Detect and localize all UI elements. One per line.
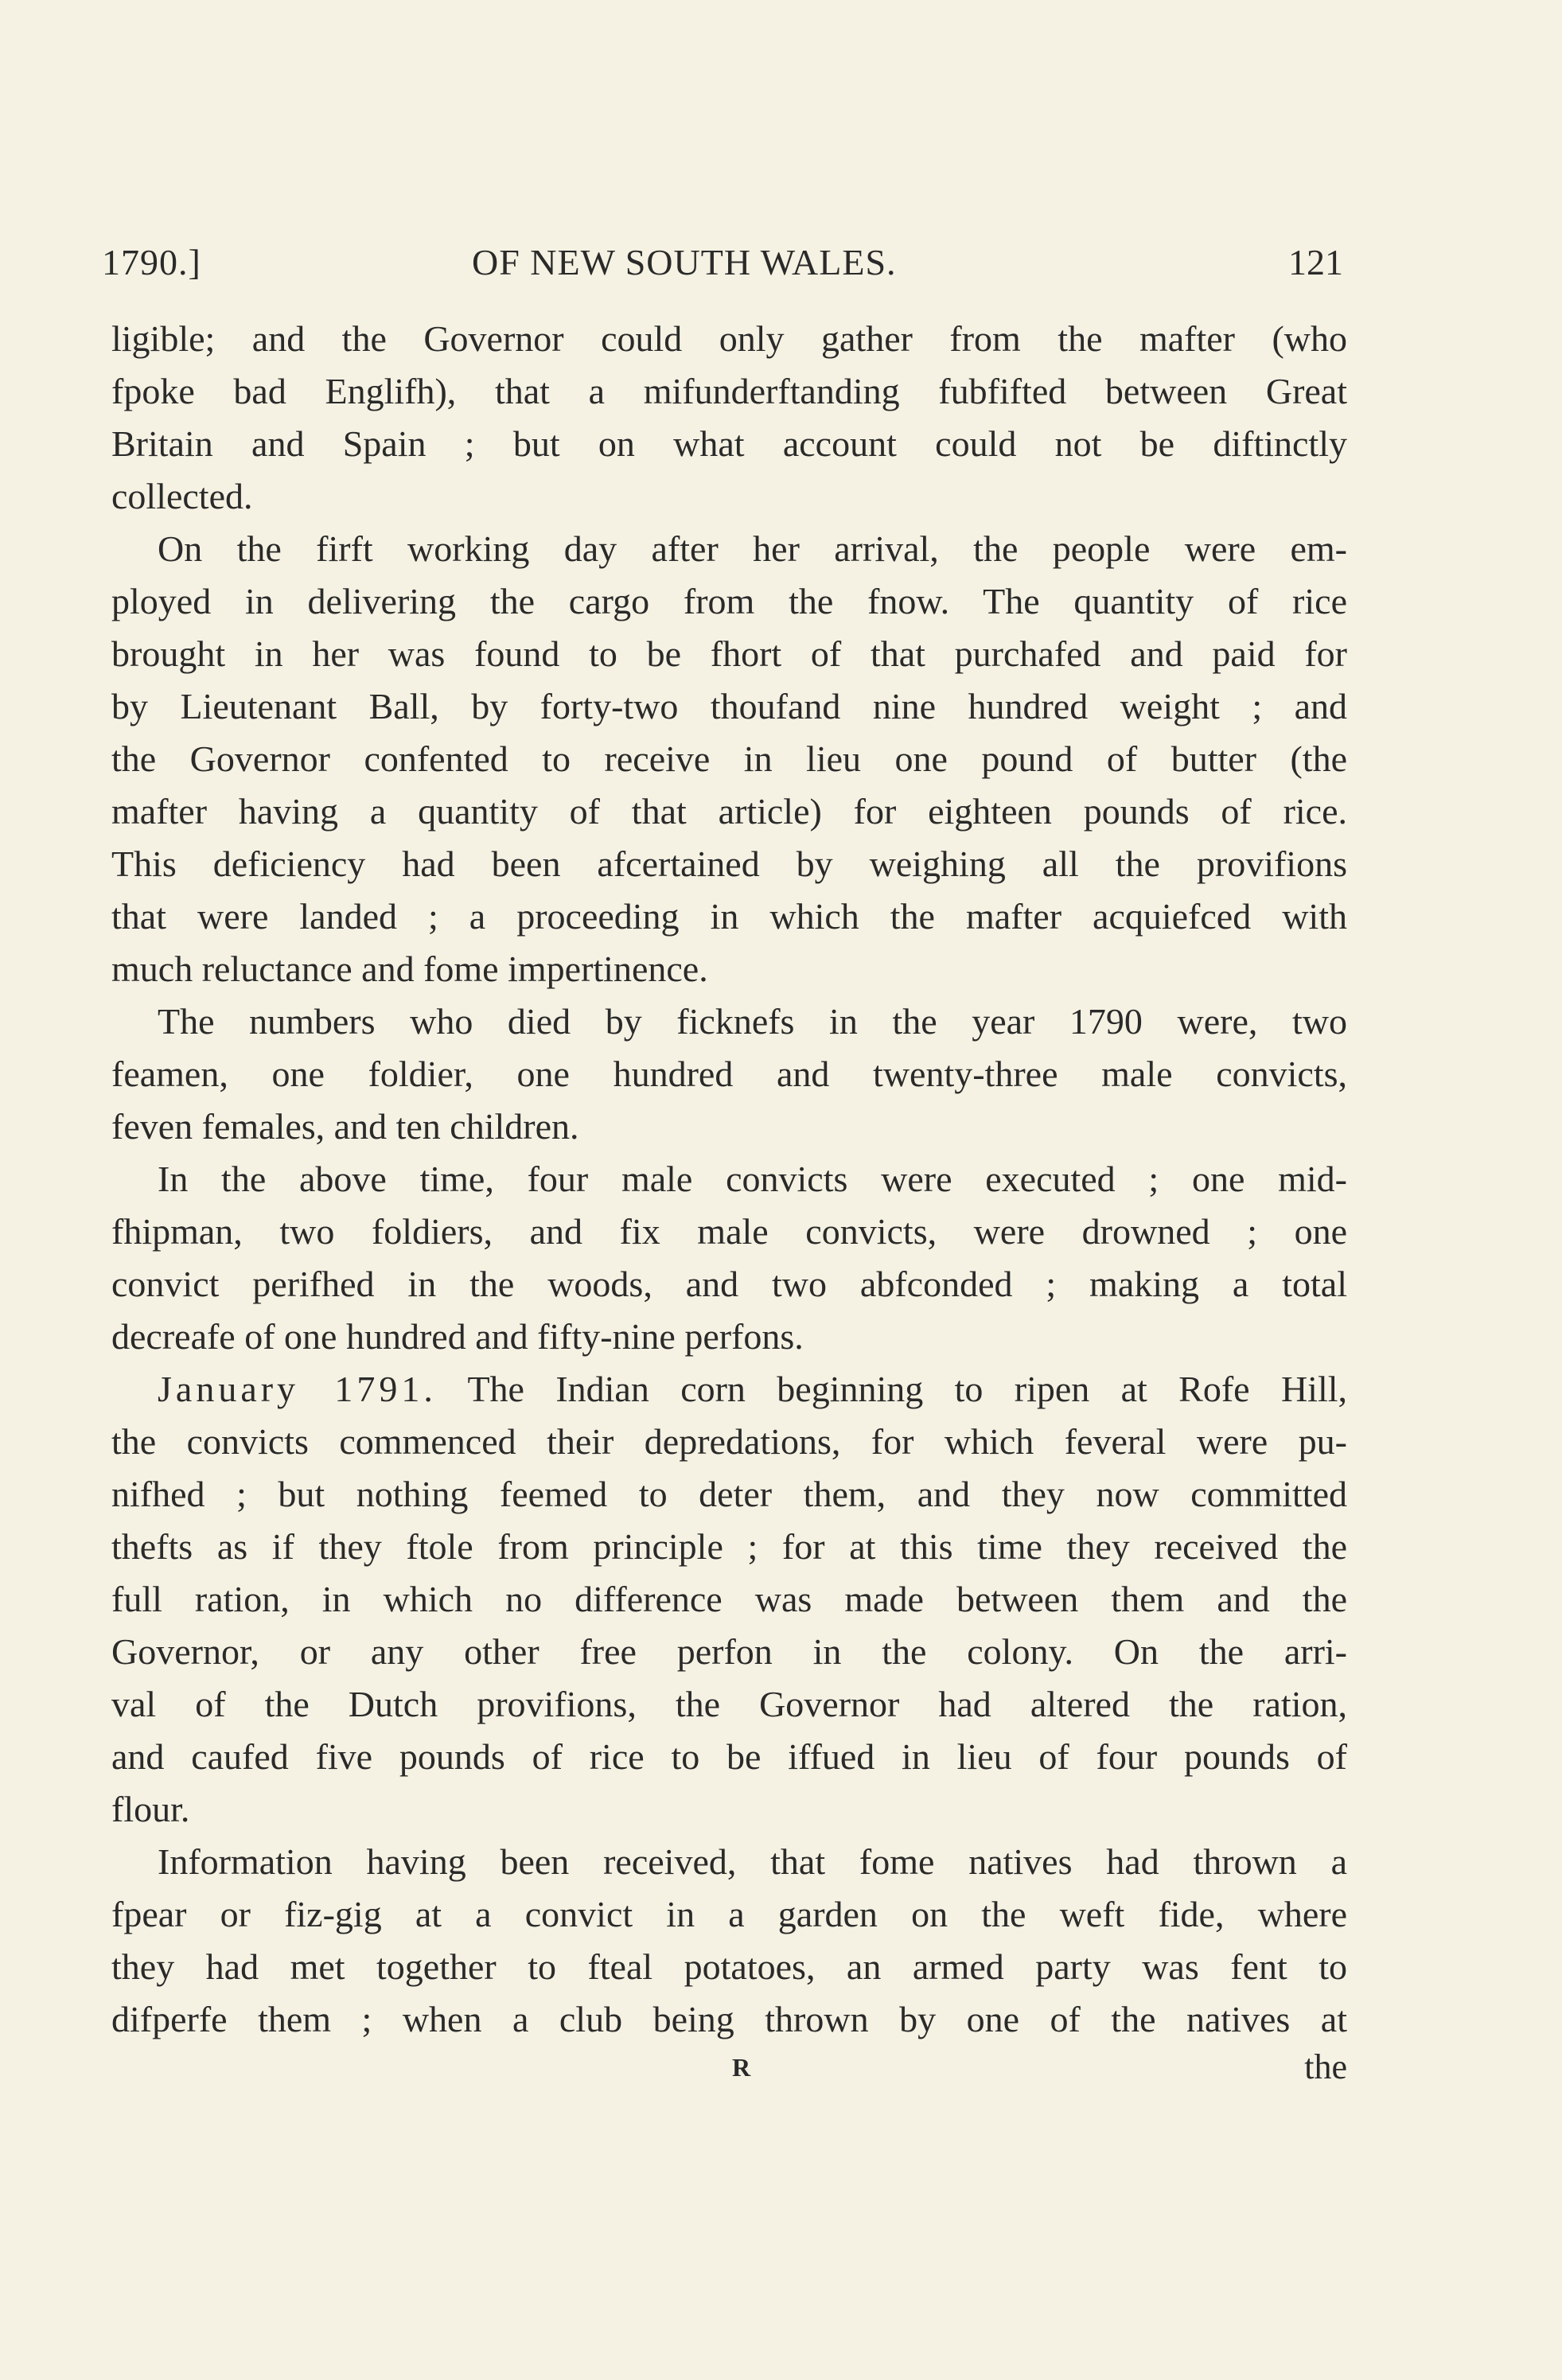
catchword: the bbox=[1304, 2047, 1347, 2086]
body-text bbox=[111, 313, 1347, 2046]
text-line: On the firft working day after her arrival, the people were em- bbox=[158, 528, 1347, 569]
text-line: flour. bbox=[111, 1789, 190, 1829]
text-line: difperfe them ; when a club being thrown by one of the natives at bbox=[111, 1999, 1347, 2039]
paragraph bbox=[111, 313, 1347, 523]
text-line: by Lieutenant Ball, by forty-two thoufand nine hundred weight ; and bbox=[111, 686, 1347, 726]
page-header bbox=[102, 239, 1343, 286]
text-line: much reluctance and fome impertinence. bbox=[111, 948, 708, 989]
paragraph bbox=[111, 1153, 1347, 1363]
text-line: that were landed ; a proceeding in which the mafter acquiefced with bbox=[111, 896, 1347, 937]
text-line: In the above time, four male convicts were executed ; one mid- bbox=[158, 1159, 1347, 1199]
text-line: nifhed ; but nothing feemed to deter them, and they now committed bbox=[111, 1474, 1347, 1514]
paragraph bbox=[111, 995, 1347, 1153]
text-line: collected. bbox=[111, 476, 253, 516]
text-line: Information having been received, that fome natives had thrown a bbox=[158, 1841, 1347, 1882]
text-fragment: The Indian corn beginning to ripen at Rofe Hill, bbox=[467, 1369, 1347, 1409]
text-line: full ration, in which no difference was made between them and the bbox=[111, 1579, 1347, 1619]
text-line: decreafe of one hundred and fifty-nine perfons. bbox=[111, 1316, 804, 1357]
text-line: convict perifhed in the woods, and two abfconded ; making a total bbox=[111, 1264, 1347, 1304]
text-line: ployed in delivering the cargo from the fnow. The quantity of rice bbox=[111, 581, 1347, 621]
text-line: val of the Dutch provifions, the Governor had altered the ration, bbox=[111, 1684, 1347, 1724]
text-line: Britain and Spain ; but on what account could not be diftinctly bbox=[111, 423, 1347, 464]
page-number: 121 bbox=[1288, 242, 1343, 282]
text-line: feven females, and ten children. bbox=[111, 1106, 579, 1147]
text-line: This deficiency had been afcertained by weighing all the provifions bbox=[111, 843, 1347, 884]
date-lead: January 1791. bbox=[158, 1369, 437, 1409]
paragraph bbox=[111, 1363, 1347, 1836]
text-line bbox=[111, 1363, 1347, 1416]
text-line: and caufed five pounds of rice to be iffued in lieu of four pounds of bbox=[111, 1736, 1347, 1777]
text-line: feamen, one foldier, one hundred and twenty-three male convicts, bbox=[111, 1054, 1347, 1094]
text-line: ligible; and the Governor could only gather from the mafter (who bbox=[111, 318, 1347, 359]
header-year: 1790.] bbox=[102, 242, 201, 282]
text-line: Governor, or any other free perfon in the colony. On the arri- bbox=[111, 1631, 1347, 1672]
text-line: fpoke bad Englifh), that a mifunderftanding fubfifted between Great bbox=[111, 371, 1347, 411]
text-line: The numbers who died by ficknefs in the year 1790 were, two bbox=[158, 1001, 1347, 1042]
text-line: the convicts commenced their depredations, for which feveral were pu- bbox=[111, 1421, 1347, 1462]
text-line: they had met together to fteal potatoes, an armed party was fent to bbox=[111, 1946, 1347, 1987]
page-footer bbox=[111, 2043, 1347, 2091]
text-line: thefts as if they ftole from principle ; for at this time they received the bbox=[111, 1526, 1347, 1567]
text-line: the Governor confented to receive in lieu one pound of butter (the bbox=[111, 738, 1347, 779]
paragraph bbox=[111, 1836, 1347, 2046]
signature-mark: R bbox=[732, 2053, 751, 2082]
text-line: brought in her was found to be fhort of that purchafed and paid for bbox=[111, 633, 1347, 674]
text-line: fpear or fiz-gig at a convict in a garden on the weft fide, where bbox=[111, 1894, 1347, 1934]
running-title: OF NEW SOUTH WALES. bbox=[472, 242, 897, 282]
text-line: fhipman, two foldiers, and fix male convicts, were drowned ; one bbox=[111, 1211, 1347, 1252]
paragraph bbox=[111, 523, 1347, 995]
text-line: mafter having a quantity of that article) for eighteen pounds of rice. bbox=[111, 791, 1347, 832]
